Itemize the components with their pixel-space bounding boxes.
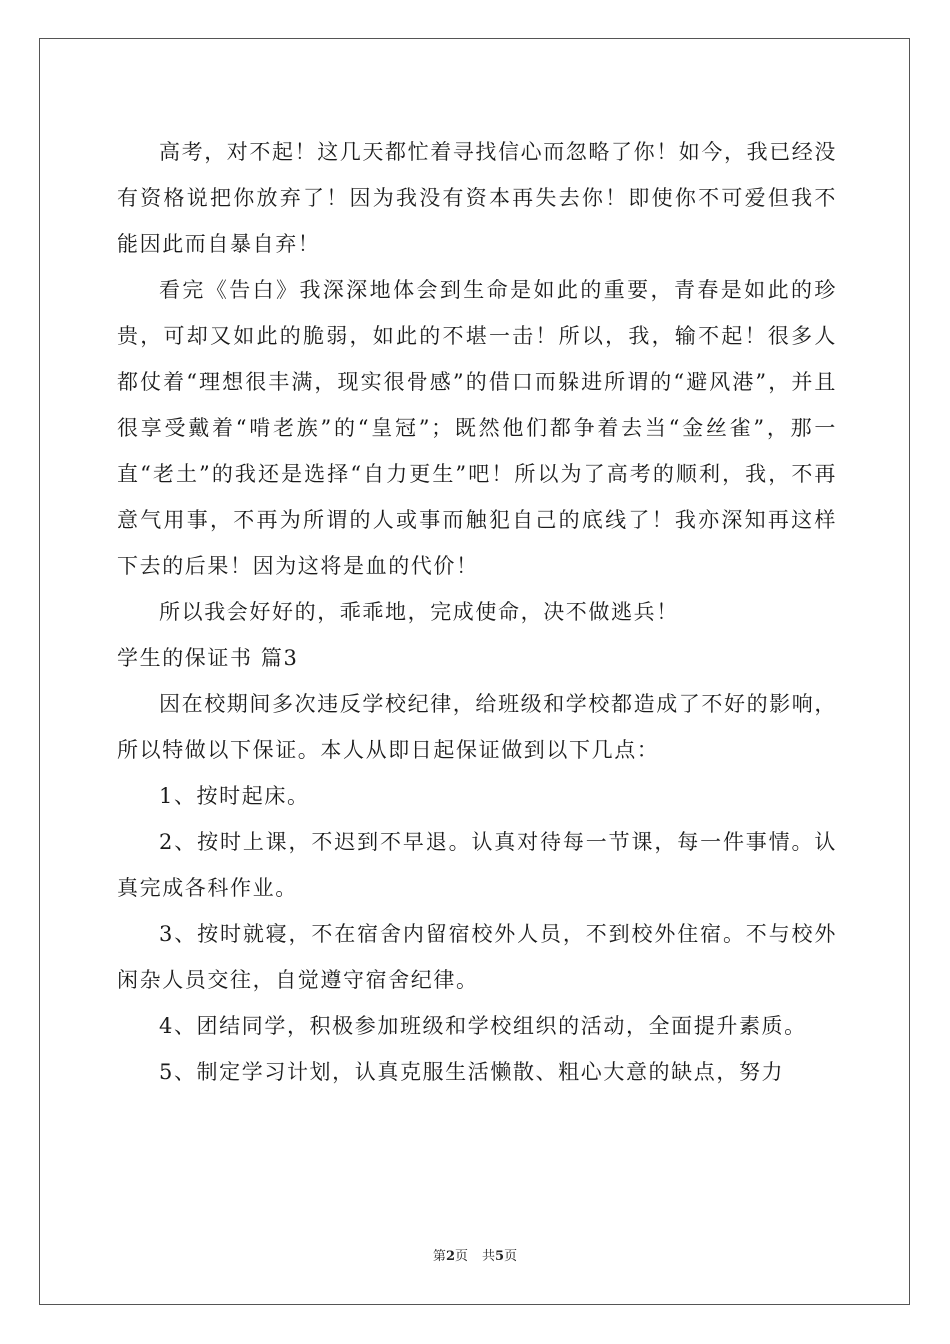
- paragraph: 所以我会好好的，乖乖地，完成使命，决不做逃兵！: [159, 600, 679, 624]
- section-heading: 学生的保证书 篇3: [117, 646, 299, 670]
- total-prefix: 共: [482, 1249, 496, 1264]
- page-current: 2: [445, 1249, 455, 1264]
- list-item: 2、按时上课，不迟到不早退。认真对待每一节课，每一件事情。认真完成各科作业。: [117, 830, 837, 900]
- page-suffix: 页: [454, 1249, 468, 1264]
- page-prefix: 第: [432, 1249, 446, 1264]
- list-item: 3、按时就寝，不在宿舍内留宿校外人员，不到校外住宿。不与校外闲杂人员交往，自觉遵守宿舍纪律。: [117, 922, 837, 992]
- list-item: 5、制定学习计划，认真克服生活懒散、粗心大意的缺点，努力: [159, 1060, 785, 1084]
- list-item: 4、团结同学，积极参加班级和学校组织的活动，全面提升素质。: [159, 1014, 807, 1038]
- total-suffix: 页: [504, 1249, 518, 1264]
- list-item: 1、按时起床。: [159, 784, 310, 808]
- document-body: [117, 129, 837, 1095]
- paragraph: 因在校期间多次违反学校纪律，给班级和学校都造成了不好的影响，所以特做以下保证。本人从即日起保证做到以下几点：: [117, 692, 837, 762]
- paragraph: 看完《告白》我深深地体会到生命是如此的重要，青春是如此的珍贵，可却又如此的脆弱，如此的不堪一击！所以，我，输不起！很多人都仗着“理想很丰满，现实很骨感”的借口而躲进所谓的“避风港”，并且很享受戴着“啃老族”的“皇冠”；既然他们都争着去当“金丝雀”，那一直“老土”的我还是选择“自力更生”吧！所以为了高考的顺利，我，不再意气用事，不再为所谓的人或事而触犯自己的底线了！我亦深知再这样下去的后果！因为这将是血的代价！: [117, 278, 837, 578]
- page-footer: [0, 1248, 950, 1266]
- page-total: 5: [495, 1249, 505, 1264]
- paragraph: 高考，对不起！这几天都忙着寻找信心而忽略了你！如今，我已经没有资格说把你放弃了！因为我没有资本再失去你！即使你不可爱但我不能因此而自暴自弃！: [117, 140, 837, 256]
